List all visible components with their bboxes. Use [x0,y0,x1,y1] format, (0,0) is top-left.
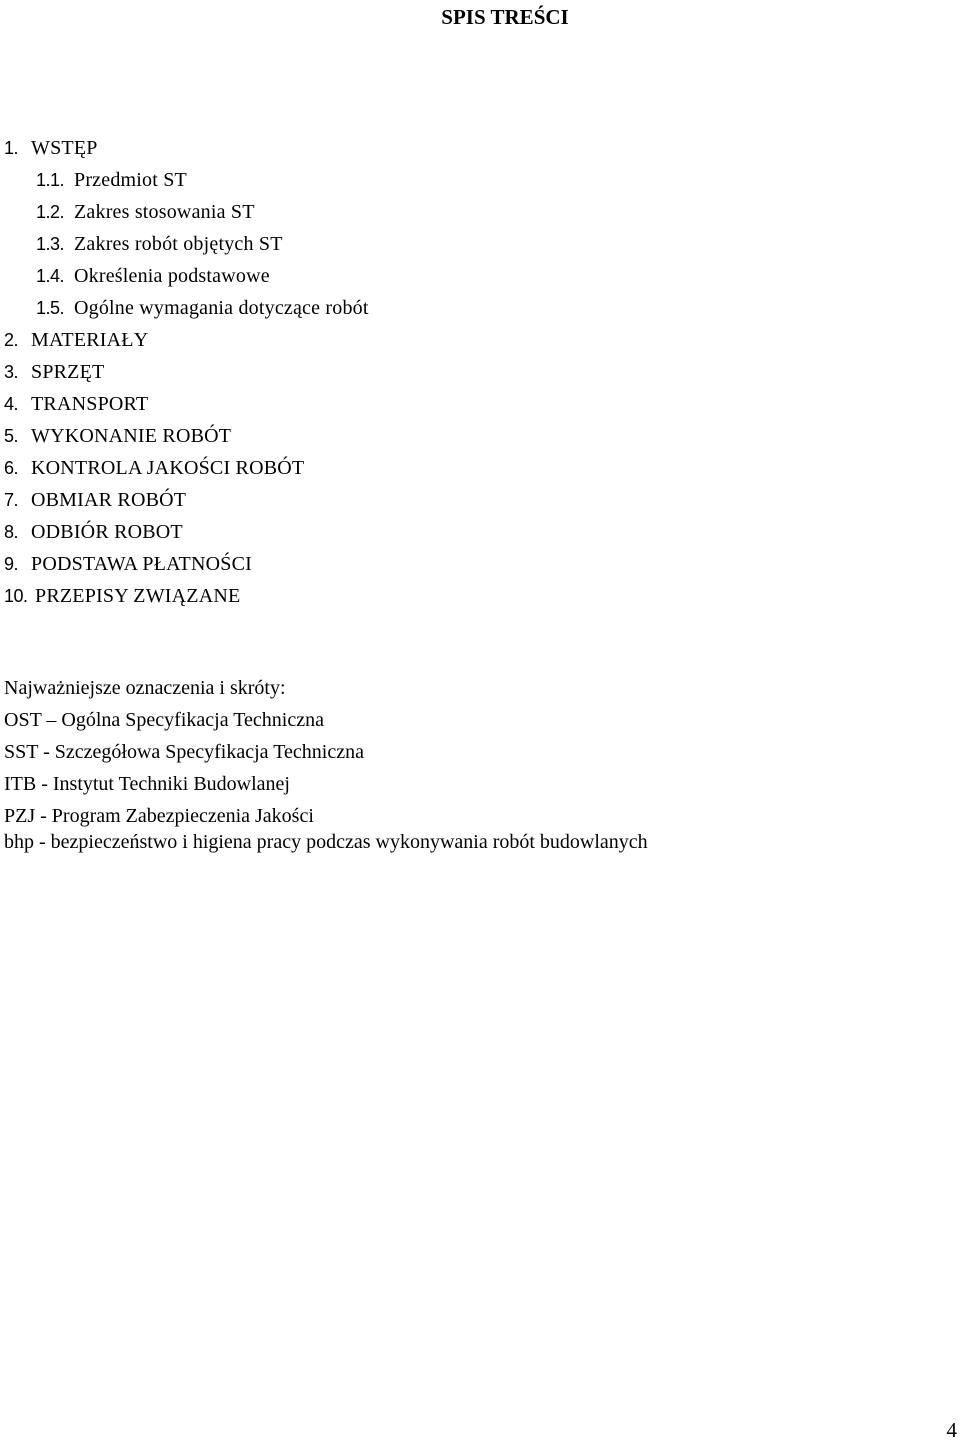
abbreviation-line: bhp - bezpieczeństwo i higiena pracy podczas wykonywania robót budowlanych [4,831,648,853]
toc-item-title: ODBIÓR ROBOT [31,521,183,543]
abbreviations-section [4,672,648,855]
toc-item-title: MATERIAŁY [31,329,149,351]
toc-item-title: Przedmiot ST [74,169,187,191]
abbreviation-line: OST – Ogólna Specyfikacja Techniczna [4,709,324,731]
toc-item-title: TRANSPORT [31,393,149,415]
toc-item-title: SPRZĘT [31,361,105,383]
toc-item-title: KONTROLA JAKOŚCI ROBÓT [31,457,305,479]
toc-item-number: 3. [4,362,19,382]
toc-item-title: PRZEPISY ZWIĄZANE [35,585,241,607]
toc-item-number: 1.2. [36,202,65,222]
toc-item-title: Zakres robót objętych ST [74,233,283,255]
toc-item-number: 2. [4,330,19,350]
page-number: 4 [946,1418,957,1442]
toc-item-title: OBMIAR ROBÓT [31,489,187,511]
toc-item-title: Określenia podstawowe [74,265,270,287]
toc-item-title: Zakres stosowania ST [74,201,255,223]
abbreviation-line: ITB - Instytut Techniki Budowlanej [4,773,290,795]
toc-item-number: 1. [4,138,19,158]
toc-item-title: PODSTAWA PŁATNOŚCI [31,553,252,575]
toc-item-title: WSTĘP [31,137,98,159]
toc-item-number: 4. [4,394,19,414]
toc-item-number: 7. [4,490,19,510]
toc-item-number: 9. [4,554,19,574]
abbreviations-heading: Najważniejsze oznaczenia i skróty: [4,677,286,699]
abbreviation-line: PZJ - Program Zabezpieczenia Jakości [4,805,314,827]
toc-item-number: 1.5. [36,298,65,318]
toc-item-number: 6. [4,458,19,478]
toc-item-number: 1.3. [36,234,65,254]
toc-item-title: WYKONANIE ROBÓT [31,425,232,447]
abbreviation-line: SST - Szczegółowa Specyfikacja Techniczna [4,741,364,763]
page-title: SPIS TREŚCI [441,5,569,29]
toc-item-number: 8. [4,522,19,542]
toc-item-number: 10. [4,586,28,606]
toc-item-title: Ogólne wymagania dotyczące robót [74,297,369,319]
toc-item-number: 5. [4,426,19,446]
toc-item-number: 1.1. [36,170,65,190]
toc-item-number: 1.4. [36,266,65,286]
